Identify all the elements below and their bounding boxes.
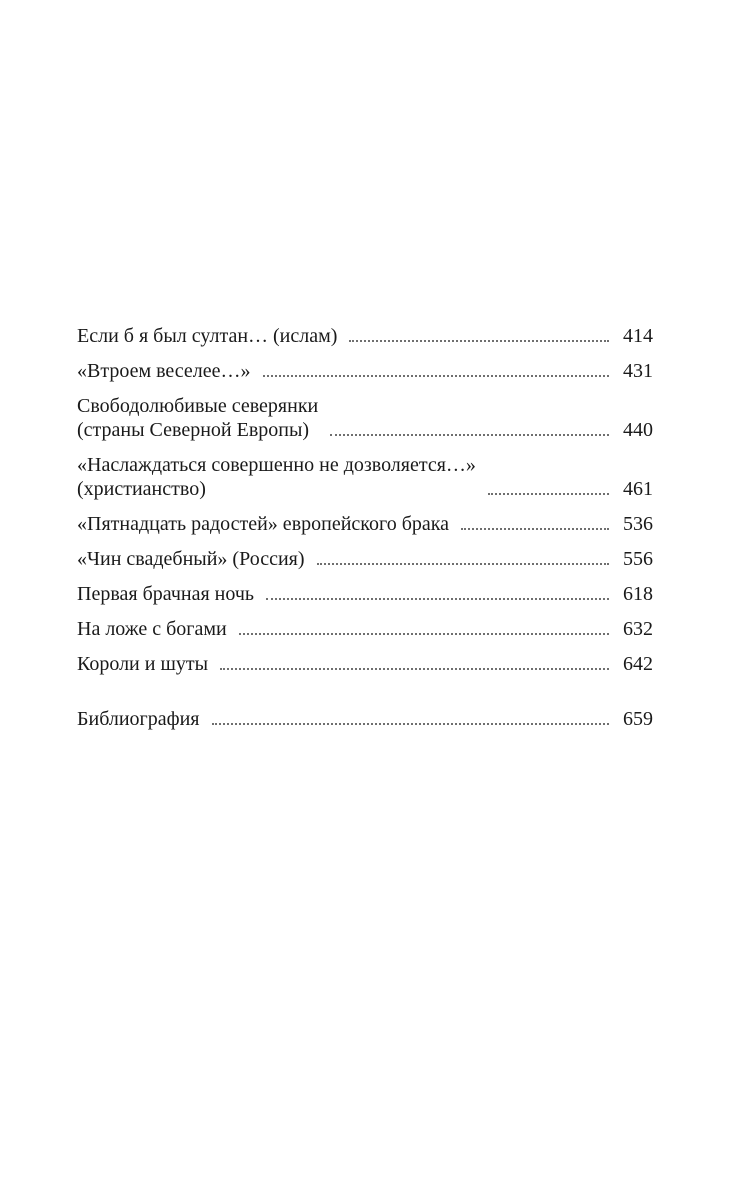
dot-leader [317,563,609,565]
toc-entry-title-line: Если б я был султан… (ислам) [77,325,338,347]
toc-entry-bibliography[interactable] [77,707,653,731]
toc-entry-title-line: (христианство) [77,478,206,500]
dot-leader [220,668,609,670]
toc-entry[interactable] [77,547,653,571]
toc-entry[interactable] [77,324,653,348]
toc-entry[interactable] [77,617,653,641]
dot-leader [263,375,609,377]
toc-entry-title [77,324,337,348]
toc-entry-title [77,707,200,731]
toc-entry-page-number: 461 [623,478,653,500]
toc-entry-title-line: «Втроем веселее…» [77,360,251,382]
toc-entry-title [77,617,227,641]
toc-entry-title [77,359,251,383]
toc-entry-title-line: Первая брачная ночь [77,583,255,605]
dot-leader [461,528,609,530]
toc-entry-title-line: Свободолюбивые северянки [77,395,319,417]
toc-entry-title-line: «Пятнадцать радостей» европейского брака [77,513,450,535]
toc-entry-page-number: 556 [623,548,653,570]
toc-entry-page-number: 440 [623,419,653,441]
dot-leader [488,493,609,495]
toc-entry-page-number: 414 [623,325,653,347]
toc-entry-title-line: Короли и шуты [77,653,209,675]
toc-entry-title-line: На ложе с богами [77,618,227,640]
toc-entry[interactable] [77,394,653,442]
toc-entry-title [77,652,208,676]
toc-entry[interactable] [77,359,653,383]
dot-leader [266,598,609,600]
toc-entry-page-number: 659 [623,708,653,730]
toc-entry-title-line: (страны Северной Европы) [77,419,310,441]
toc-entry-title [77,394,318,442]
toc-entry-page-number: 536 [623,513,653,535]
toc-entry-page-number: 618 [623,583,653,605]
toc-entry-page-number: 431 [623,360,653,382]
toc-entry-title [77,453,476,501]
toc-entry-title [77,512,449,536]
dot-leader [212,723,610,725]
toc-entry-page-number: 642 [623,653,653,675]
toc-entry-title [77,582,254,606]
table-of-contents [77,324,653,731]
toc-entry-page-number: 632 [623,618,653,640]
toc-entry-title-line: «Чин свадебный» (Россия) [77,548,305,570]
dot-leader [239,633,609,635]
toc-entry-title [77,547,305,571]
dot-leader [330,434,609,436]
toc-entry[interactable] [77,582,653,606]
toc-entry-title-line: «Наслаждаться совершенно не дозволяется…» [77,454,476,476]
dot-leader [349,340,609,342]
toc-entry[interactable] [77,512,653,536]
toc-entry[interactable] [77,453,653,501]
toc-entry[interactable] [77,652,653,676]
toc-entry-title-line: Библиография [77,708,200,730]
